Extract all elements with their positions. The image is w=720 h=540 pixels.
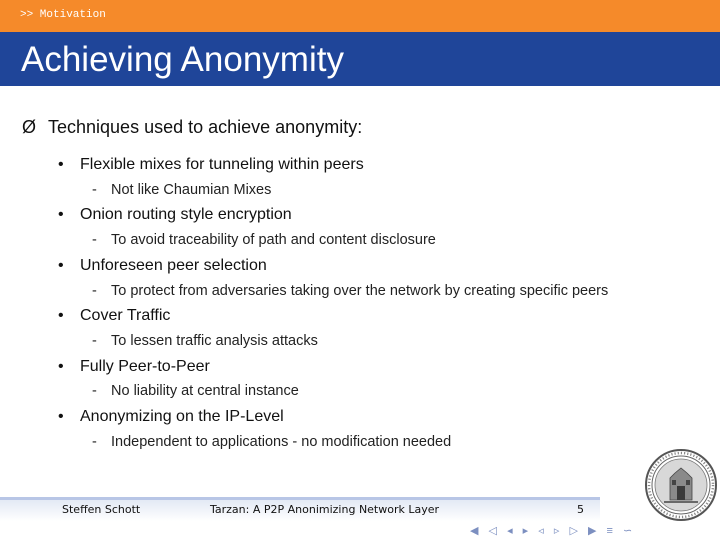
list-subitem-label: To avoid traceability of path and content disclosure <box>111 232 436 248</box>
list-subitem <box>92 383 299 399</box>
bullet-icon: • <box>58 206 64 223</box>
section-prev-icon[interactable]: ◃ <box>538 525 546 537</box>
list-item-label: Fully Peer-to-Peer <box>80 358 210 375</box>
heading-text: Techniques used to achieve anonymity: <box>48 117 363 137</box>
list-item <box>58 257 267 275</box>
first-slide-icon[interactable]: ◀ <box>470 525 481 537</box>
list-subitem-label: Independent to applications - no modification needed <box>111 434 452 450</box>
list-subitem <box>92 182 271 198</box>
search-icon[interactable]: ∽ <box>622 525 635 537</box>
dash-icon: - <box>92 434 97 450</box>
last-slide-icon[interactable]: ▶ <box>587 525 599 537</box>
list-subitem <box>92 283 608 299</box>
main-heading <box>22 117 362 138</box>
footer-author: Steffen Schott <box>62 503 141 516</box>
dash-icon: - <box>92 283 97 299</box>
prev-slide-icon[interactable]: ◁ <box>488 525 499 537</box>
bullet-icon: • <box>58 257 64 274</box>
menu-icon[interactable]: ≡ <box>606 525 615 537</box>
section-label[interactable]: >> Motivation <box>20 9 106 21</box>
section-next-icon[interactable]: ▹ <box>553 525 562 537</box>
footer <box>0 497 720 521</box>
bullet-icon: • <box>58 307 64 324</box>
frame-next-icon[interactable]: ▸ <box>522 525 531 537</box>
list-subitem <box>92 333 318 349</box>
bullet-icon: • <box>58 358 64 375</box>
footer-divider <box>0 497 600 500</box>
arrow-bullet-icon: Ø <box>22 117 37 137</box>
list-subitem-label: No liability at central instance <box>111 383 299 399</box>
list-subitem <box>92 434 451 450</box>
list-item-label: Cover Traffic <box>80 307 171 324</box>
list-item-label: Unforeseen peer selection <box>80 257 267 274</box>
list-item <box>58 156 364 174</box>
list-item <box>58 206 292 224</box>
footer-title: Tarzan: A P2P Anonimizing Network Layer <box>210 503 440 516</box>
list-item-label: Onion routing style encryption <box>80 206 292 223</box>
dash-icon: - <box>92 333 97 349</box>
bullet-icon: • <box>58 156 64 173</box>
list-item-label: Flexible mixes for tunneling within peers <box>80 156 364 173</box>
list-item <box>58 358 210 376</box>
slide-title: Achieving Anonymity <box>21 40 344 79</box>
dash-icon: - <box>92 232 97 248</box>
next-slide-icon[interactable]: ▷ <box>569 525 580 537</box>
list-subitem-label: Not like Chaumian Mixes <box>111 182 272 198</box>
section-bar <box>0 0 720 32</box>
list-subitem-label: To lessen traffic analysis attacks <box>111 333 318 349</box>
list-item <box>58 307 170 325</box>
list-subitem-label: To protect from adversaries taking over the network by creating specific peers <box>111 283 609 299</box>
dash-icon: - <box>92 383 97 399</box>
list-subitem <box>92 232 436 248</box>
bullet-icon: • <box>58 408 64 425</box>
list-item <box>58 408 284 426</box>
dash-icon: - <box>92 182 97 198</box>
navigation-bar <box>470 524 637 537</box>
list-item-label: Anonymizing on the IP-Level <box>80 408 284 425</box>
frame-prev-icon[interactable]: ◂ <box>507 525 515 537</box>
page-number: 5 <box>577 503 584 516</box>
